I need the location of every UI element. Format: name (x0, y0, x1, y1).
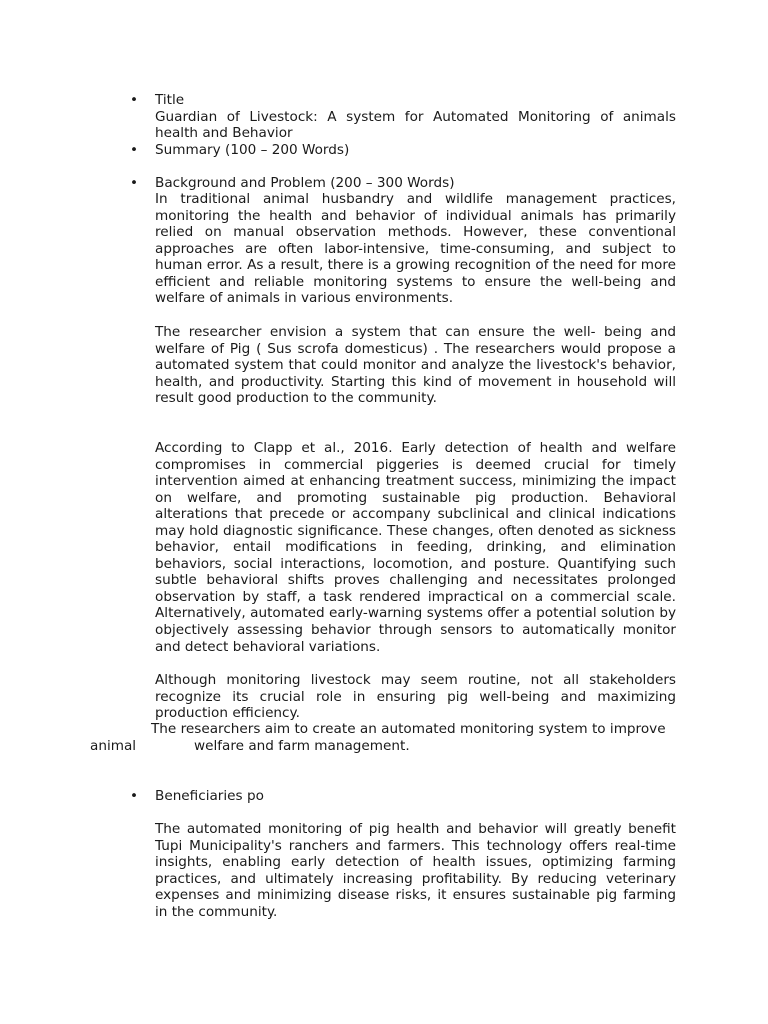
beneficiaries-paragraph: The automated monitoring of pig health and behavior will greatly benefit Tupi Municipality's ranchers and farmers. This technology offers real-time insights, enabling early detection of health issues, optimizing farming practices, and ultimately increasing profitability. By reducing veterinary expenses and minimizing disease risks, it ensures sustainable pig farming in the community. (155, 821, 676, 920)
background-paragraph-1: In traditional animal husbandry and wildlife management practices, monitoring the health and behavior of individual animals has primarily relied on manual observation methods. However, these conventional approaches are often labor-intensive, time-consuming, and subject to human error. As a result, there is a growing recognition of the need for more efficient and reliable monitoring systems to ensure the well-being and welfare of animals in various environments. (155, 191, 676, 307)
bullet: • (130, 175, 139, 191)
background-paragraph-4: Although monitoring livestock may seem routine, not all stakeholders recognize its crucial role in ensuring pig well-being and maximizing production efficiency. (155, 672, 676, 722)
beneficiaries-section (155, 788, 676, 805)
summary-label: Summary (100 – 200 Words) (155, 142, 350, 158)
bullet: • (130, 788, 139, 804)
bullet: • (130, 92, 139, 108)
background-paragraph-3: According to Clapp et al., 2016. Early detection of health and welfare compromises in commercial piggeries is deemed crucial for timely intervention aimed at enhancing treatment success, minimizing the impact on welfare, and promoting sustainable pig production. Behavioral alterations that precede or accompany subclinical and clinical indications may hold diagnostic significance. These changes, often denoted as sickness behavior, entail modifications in feeding, drinking, and elimination behaviors, social interactions, locomotion, and posture. Quantifying such subtle behavioral shifts proves challenging and necessitates prolonged observation by staff, a task rendered impractical on a commercial scale. Alternatively, automated early-warning systems offer a potential solution by objectively assessing behavior through sensors to automatically monitor and detect behavioral variations. (155, 440, 676, 655)
bullet: • (130, 142, 139, 158)
background-section (155, 175, 676, 192)
title-text-line1: Guardian of Livestock: A system for Automated Monitoring of animals (155, 108, 676, 125)
background-paragraph-2: The researcher envision a system that can ensure the well- being and welfare of Pig ( Sus scrofa domesticus) . The researchers would propose a automated system that could monitor and analyze the livestock's behavior, health, and productivity. Starting this kind of movement in household will result good production to the community. (155, 324, 676, 407)
title-text-line2: health and Behavior (155, 125, 293, 142)
beneficiaries-label: Beneficiaries po (155, 788, 264, 804)
aim-line-2-container (90, 738, 410, 755)
aim-word: animal (90, 738, 137, 754)
aim-line-1: The researchers aim to create an automated monitoring system to improve (151, 721, 666, 737)
background-label: Background and Problem (200 – 300 Words) (155, 175, 455, 191)
title-label: Title (155, 92, 185, 108)
summary-section (155, 142, 676, 159)
aim-line-2: welfare and farm management. (194, 738, 410, 754)
title-section (155, 92, 676, 142)
